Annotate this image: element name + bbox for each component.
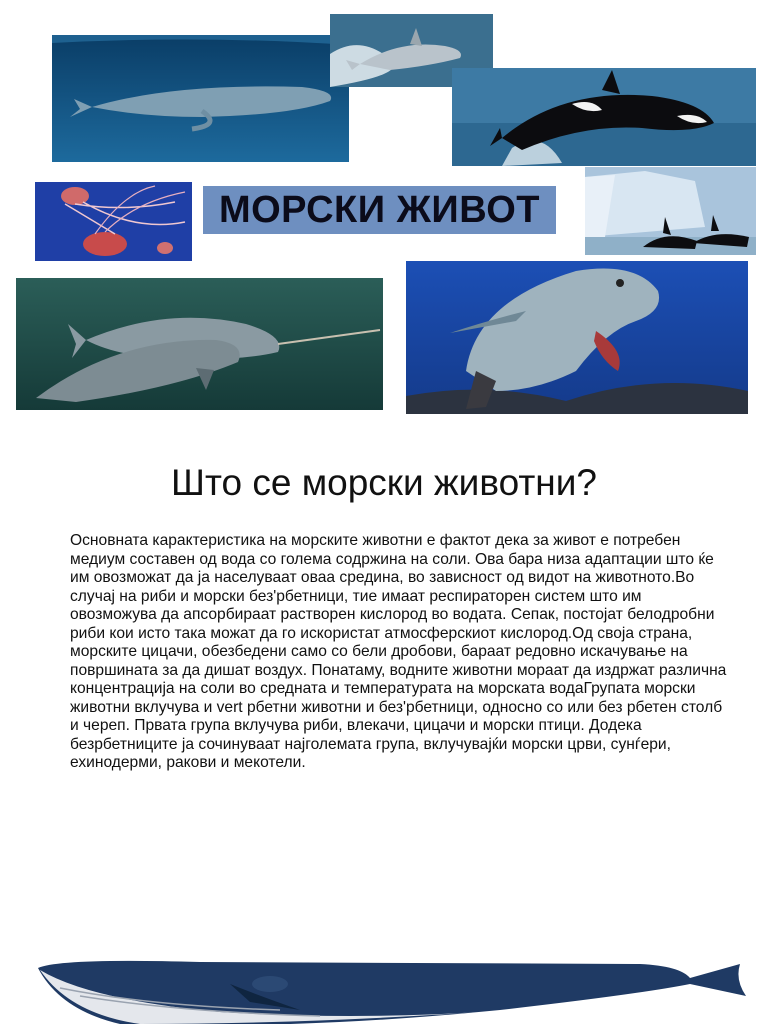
- banner-title: МОРСКИ ЖИВОТ: [218, 188, 541, 231]
- title-banner: [203, 186, 556, 234]
- whale-illustration: [0, 950, 768, 1024]
- blue-whale-photo: [52, 35, 349, 162]
- seal-photo: [406, 261, 748, 414]
- orca-jumping-photo: [452, 68, 756, 166]
- body-paragraph: Основната карактеристика на морските животни е фактот дека за живот е потребен медиум составен од вода со голема содржина на соли. Ова бара низа адаптации што ќе им овозможат да ја населуваат оваа средина, во зависност од видот на животното.Во случај на риби и морски без'рбетници, тие имаат респираторен систем што им овозможува да апсорбираат растворен кислород во водата. Сепак, постојат белодробни риби кои исто така можат да го искористат атмосферскиот кислород.Од своја страна, морските цицачи, обезбедени само со бели дробови, бараат редовно искачување на површината за да дишат воздух. Понатаму, водните животни мораат да издржат различна концентрација на соли во средната и температурата на морската водаГрупата морски животни вклучува и vert рбетни животни и без'рбетници, односно со или без рбетен столб и череп. Првата група вклучува риби, влекачи, цицачи и морски птици. Додека безрбетниците ја сочинуваат најголемата група, вклучувајќи морски црви, сунѓери, ехинодерми, ракови и мекотели.: [70, 532, 727, 771]
- page-heading: Што се морски животни?: [171, 462, 597, 503]
- jellyfish-photo: [35, 182, 192, 261]
- narwhals-photo: [16, 278, 383, 410]
- orcas-iceberg-photo: [585, 167, 756, 255]
